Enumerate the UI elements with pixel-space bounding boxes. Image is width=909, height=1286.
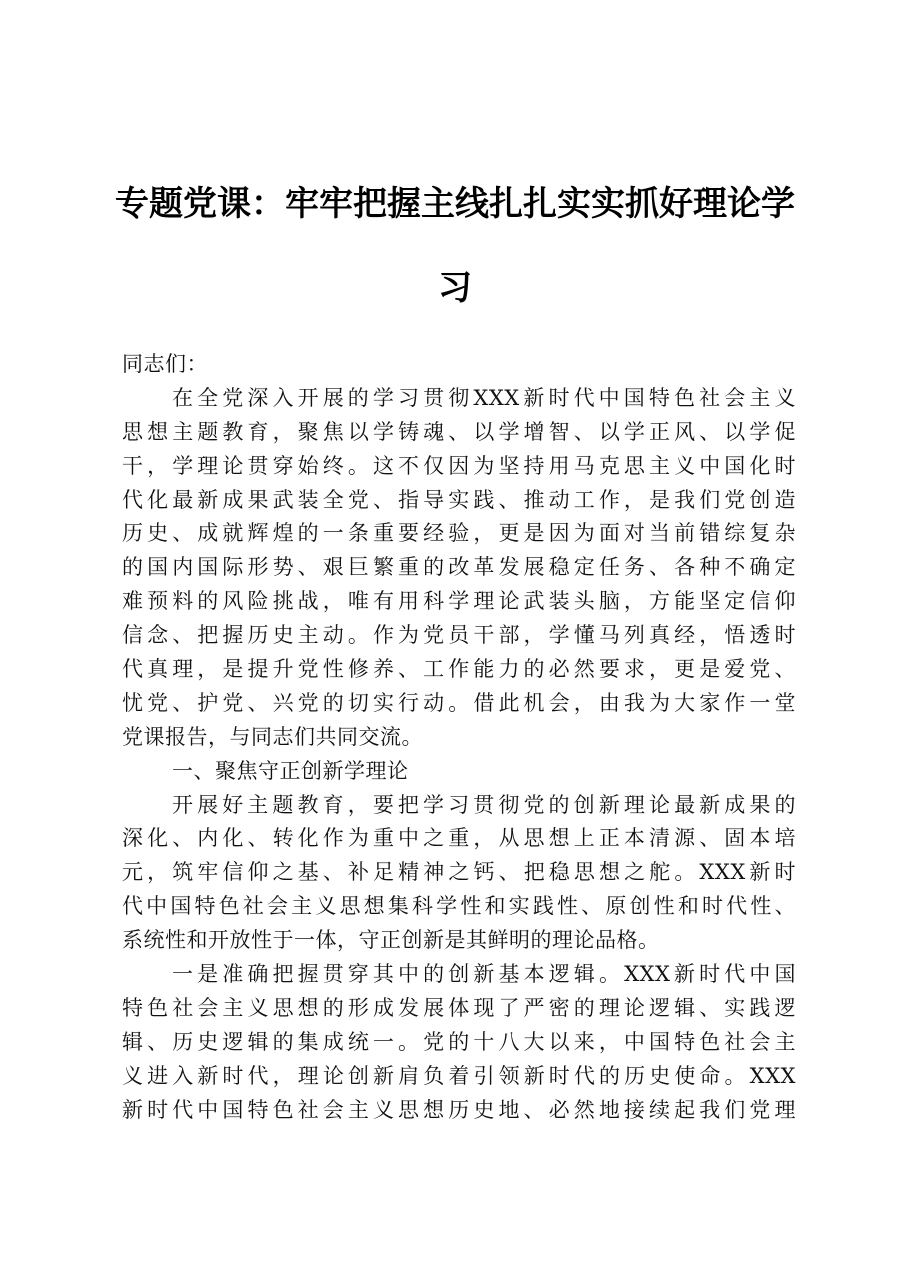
text-line: 一是准确把握贯穿其中的创新基本逻辑。XXX新时代中国 xyxy=(172,962,796,987)
document-body xyxy=(122,348,796,1127)
text-line: 代化最新成果武装全党、指导实践、推动工作，是我们党创造 xyxy=(122,487,796,512)
text-line: 干，学理论贯穿始终。这不仅因为坚持用马克思主义中国化时 xyxy=(122,453,796,478)
text-line: 系统性和开放性于一体，守正创新是其鲜明的理论品格。 xyxy=(122,928,660,953)
text-line: 党课报告，与同志们共同交流。 xyxy=(122,724,423,749)
text-line: 辑、历史逻辑的集成统一。党的十八大以来，中国特色社会主 xyxy=(122,1029,796,1054)
text-line: 的国内国际形势、艰巨繁重的改革发展稳定任务、各种不确定 xyxy=(122,555,796,580)
text-line: 一、聚焦守正创新学理论 xyxy=(172,758,409,783)
text-line: 元，筑牢信仰之基、补足精神之钙、把稳思想之舵。XXX新时 xyxy=(122,860,796,885)
text-line: 难预料的风险挑战，唯有用科学理论武装头脑，方能坚定信仰 xyxy=(122,589,796,614)
title-line-1: 专题党课：牢牢把握主线扎扎实实抓好理论学 xyxy=(115,184,795,224)
text-line: 开展好主题教育，要把学习贯彻党的创新理论最新成果的 xyxy=(172,792,796,817)
text-line: 新时代中国特色社会主义思想历史地、必然地接续起我们党理 xyxy=(122,1097,796,1122)
title-line-2: 习 xyxy=(438,268,472,308)
text-line: 代真理，是提升党性修养、工作能力的必然要求，更是爱党、 xyxy=(122,657,796,682)
document-title xyxy=(110,162,800,330)
text-line: 在全党深入开展的学习贯彻XXX新时代中国特色社会主义 xyxy=(172,385,796,410)
text-line: 义进入新时代，理论创新肩负着引领新时代的历史使命。XXX xyxy=(122,1063,796,1088)
text-line: 深化、内化、转化作为重中之重，从思想上正本清源、固本培 xyxy=(122,826,796,851)
text-line: 代中国特色社会主义思想集科学性和实践性、原创性和时代性、 xyxy=(122,894,796,919)
text-line: 历史、成就辉煌的一条重要经验，更是因为面对当前错综复杂 xyxy=(122,521,796,546)
text-line: 忧党、护党、兴党的切实行动。借此机会，由我为大家作一堂 xyxy=(122,690,796,715)
text-line: 思想主题教育，聚焦以学铸魂、以学增智、以学正风、以学促 xyxy=(122,419,796,444)
text-line: 信念、把握历史主动。作为党员干部，学懂马列真经，悟透时 xyxy=(122,623,796,648)
text-line: 同志们： xyxy=(122,352,208,376)
text-line: 特色社会主义思想的形成发展体现了严密的理论逻辑、实践逻 xyxy=(122,995,796,1020)
